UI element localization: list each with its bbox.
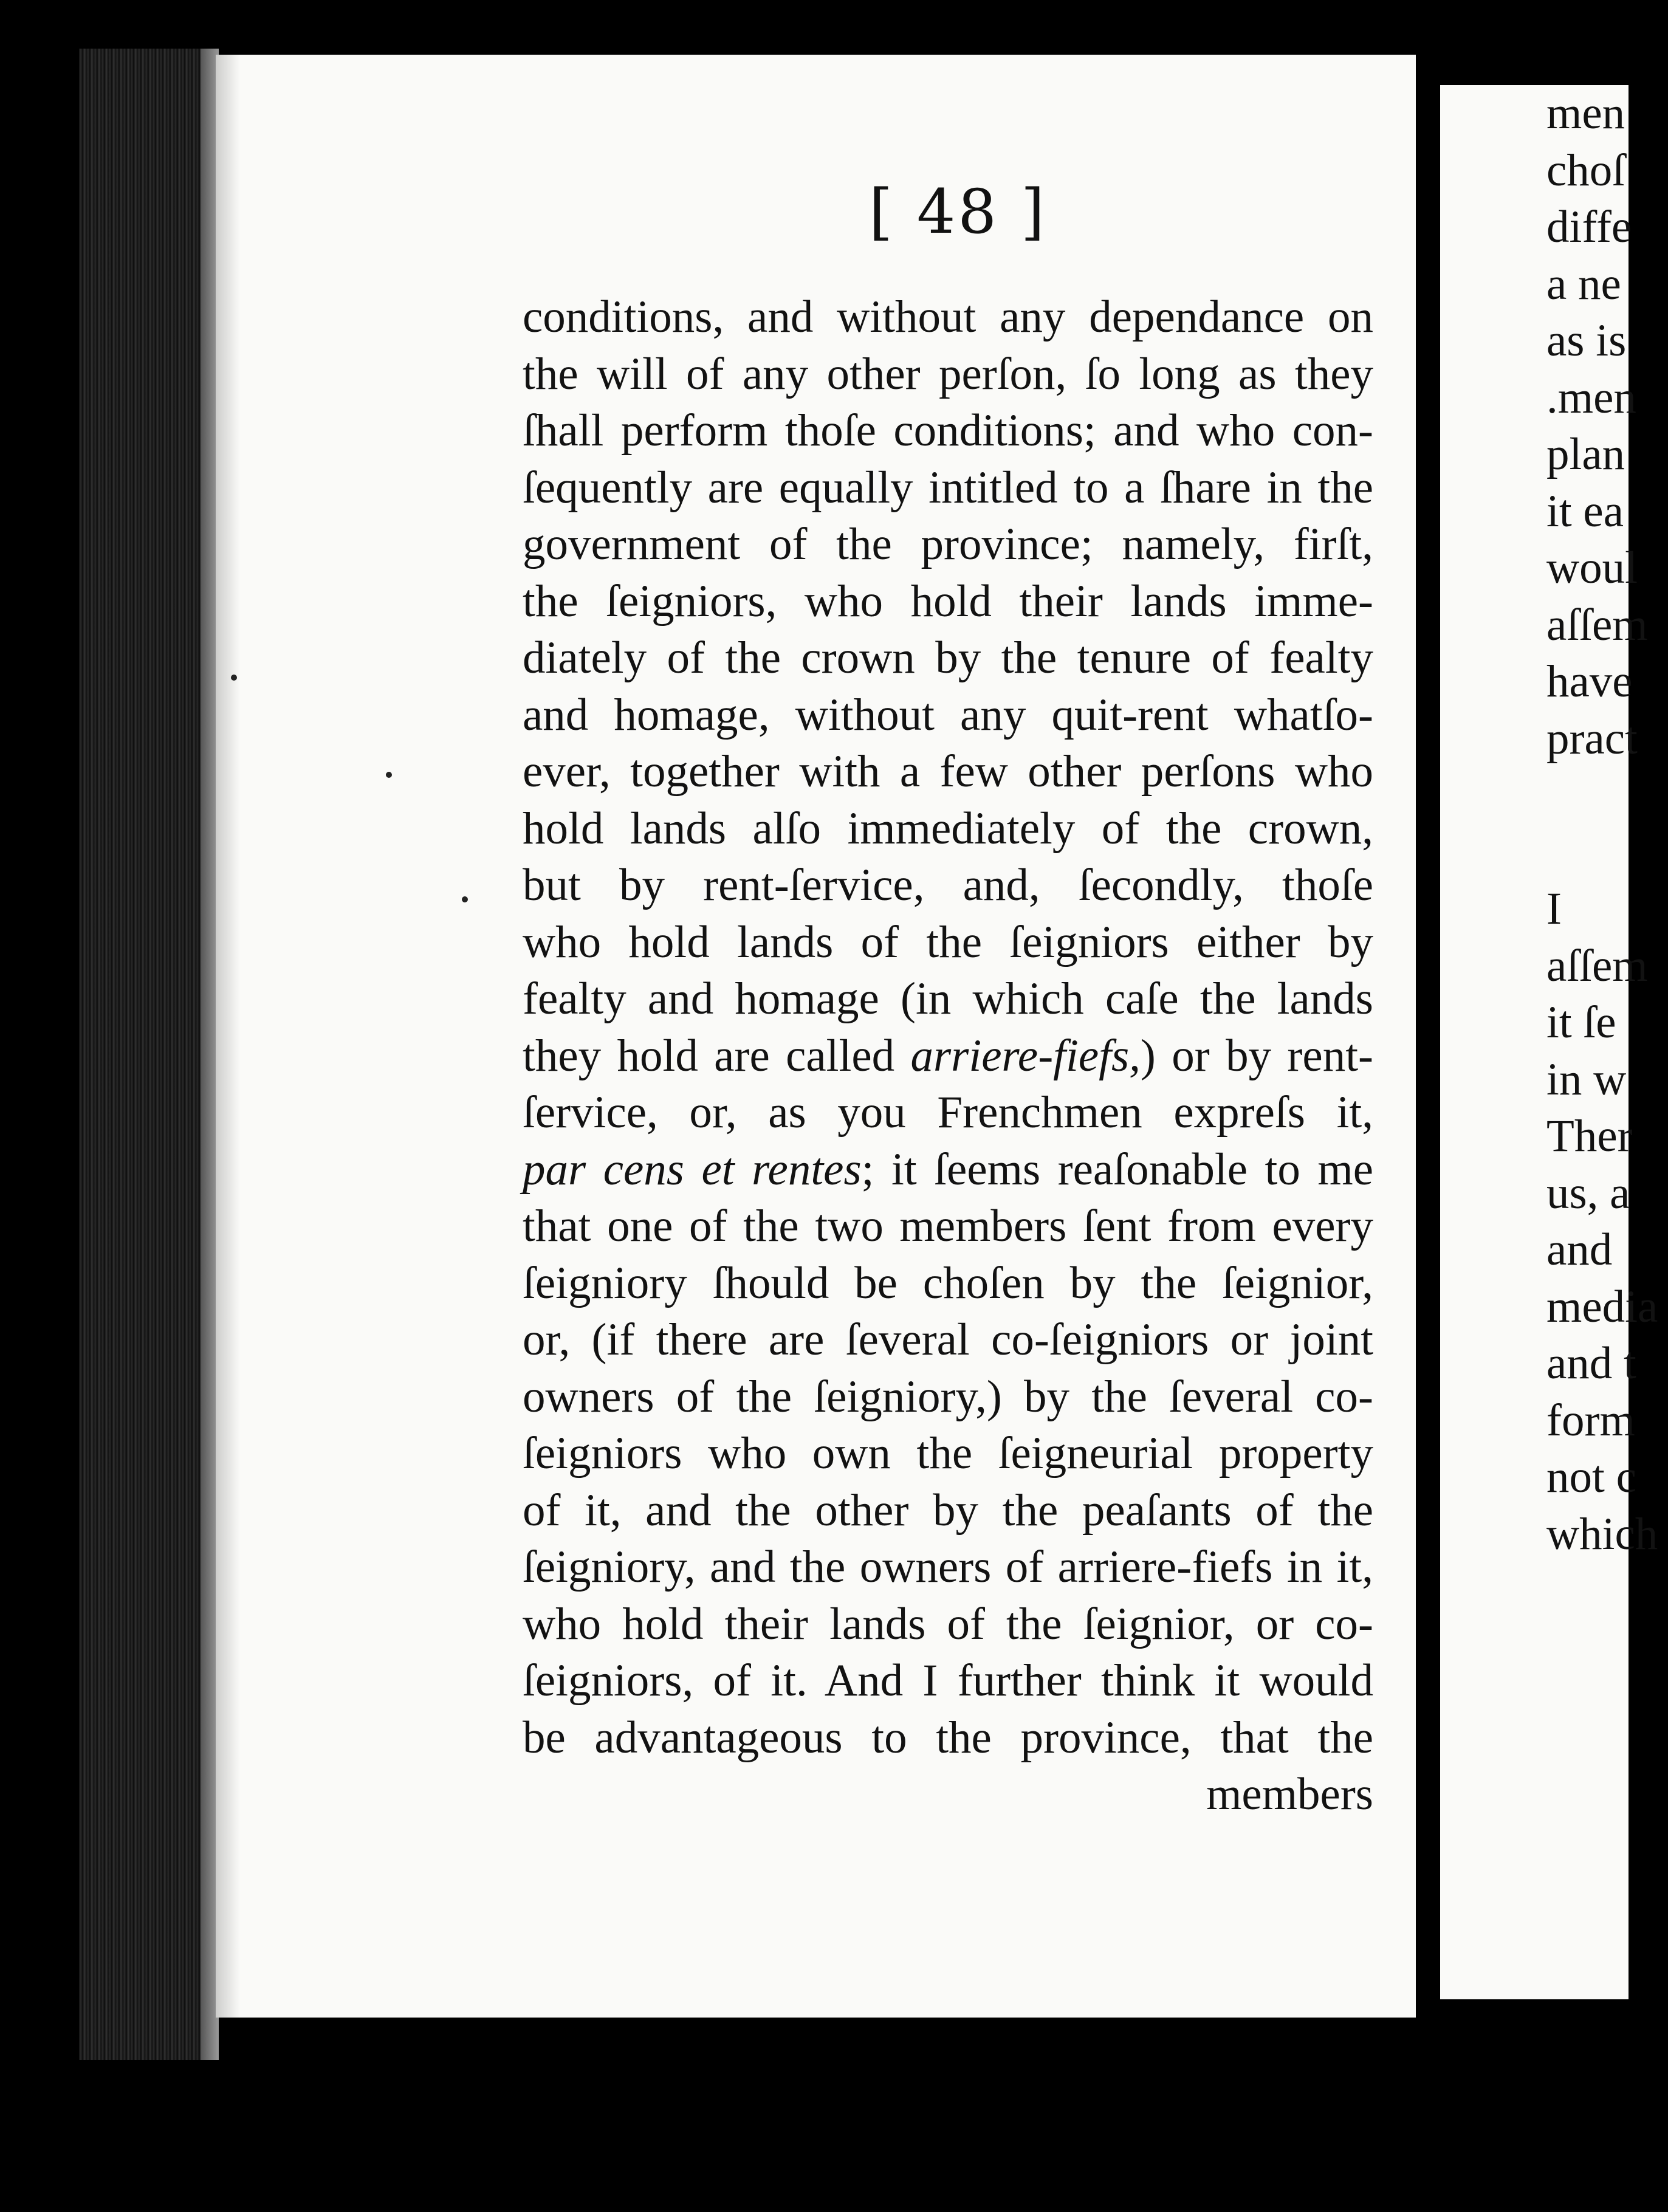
text-line bbox=[523, 1028, 1373, 1085]
text-line: not c bbox=[1546, 1452, 1636, 1502]
text-line: in w bbox=[1546, 1054, 1627, 1105]
text-line: hold lands alſo immediately of the crown, bbox=[523, 803, 1373, 854]
text-line: media bbox=[1546, 1281, 1658, 1332]
text-line: but by rent-ſervice, and, ſecondly, thoſe bbox=[523, 860, 1373, 910]
text-line: plan bbox=[1546, 429, 1625, 479]
text-line: it ea bbox=[1546, 486, 1624, 537]
text-line: of it, and the other by the peaſants of the bbox=[523, 1485, 1373, 1536]
text-line: woul bbox=[1546, 543, 1638, 593]
text-line: or, (if there are ſeveral co-ſeigniors or joint bbox=[523, 1314, 1373, 1365]
text-line: who hold their lands of the ſeignior, or co- bbox=[523, 1598, 1373, 1649]
text-line: that one of the two members ſent from every bbox=[523, 1201, 1373, 1251]
text-line: aſſem bbox=[1546, 599, 1648, 650]
text-line: us, a bbox=[1546, 1167, 1630, 1218]
text-line: Ther bbox=[1546, 1111, 1633, 1161]
page-gutter bbox=[1416, 0, 1440, 2212]
italic-term: arriere-fiefs, bbox=[910, 1030, 1141, 1081]
text-line: the will of any other perſon, ſo long as they bbox=[523, 348, 1373, 399]
ink-speck bbox=[386, 772, 392, 778]
text-line: owners of the ſeigniory,) by the ſeveral co- bbox=[523, 1371, 1373, 1422]
text-line: ſeigniors, of it. And I further think it would bbox=[523, 1655, 1373, 1706]
text-line: a ne bbox=[1546, 258, 1621, 309]
text-line: and t bbox=[1546, 1338, 1636, 1389]
text-line: I bbox=[1546, 884, 1562, 934]
body-text bbox=[523, 289, 1373, 1823]
text-line: who hold lands of the ſeigniors either by bbox=[523, 916, 1373, 967]
text-line: ſeigniory, and the owners of arriere-fiefs in it, bbox=[523, 1542, 1373, 1592]
text-line: fealty and homage (in which caſe the lands bbox=[523, 974, 1373, 1024]
text-line: diffe bbox=[1546, 202, 1632, 252]
text-line: the ſeigniors, who hold their lands imme- bbox=[523, 575, 1373, 627]
text-line: ever, together with a few other perſons who bbox=[523, 746, 1373, 797]
facing-page bbox=[1440, 85, 1658, 1999]
text-line: as is bbox=[1546, 315, 1627, 366]
text-line: .men bbox=[1546, 372, 1636, 423]
text-line: have bbox=[1546, 656, 1633, 707]
text-line: men bbox=[1546, 88, 1625, 139]
text-line: ſequently are equally intitled to a ſhare in the bbox=[523, 462, 1373, 513]
page-edge-shadow bbox=[216, 55, 240, 2018]
text-line: government of the province; namely, firſt, bbox=[523, 519, 1373, 569]
text-line: form bbox=[1546, 1395, 1635, 1446]
text-line: and bbox=[1546, 1224, 1613, 1275]
facing-page-text bbox=[1546, 85, 1668, 1562]
text-line: conditions, and without any dependance on bbox=[523, 292, 1373, 342]
text-line: ſeigniors who own the ſeigneurial property bbox=[523, 1428, 1373, 1479]
text-line: it ſe bbox=[1546, 997, 1616, 1048]
catchword: members bbox=[1206, 1769, 1373, 1819]
text-line: diately of the crown by the tenure of fealty bbox=[523, 633, 1373, 683]
text-line: be advantageous to the province, that the bbox=[523, 1712, 1373, 1763]
text-segment: ; it ſeems reaſonable to me bbox=[861, 1144, 1373, 1195]
text-line: choſ bbox=[1546, 145, 1625, 196]
text-line bbox=[1546, 767, 1668, 824]
text-line: aſſem bbox=[1546, 940, 1648, 991]
text-line: and homage, without any quit-rent whatſo- bbox=[523, 689, 1373, 740]
italic-term: par cens et rentes bbox=[523, 1144, 862, 1195]
text-line: which bbox=[1546, 1508, 1658, 1559]
book-binding-edge bbox=[79, 49, 219, 2060]
ink-speck bbox=[231, 675, 237, 681]
text-line: ſhall perform thoſe conditions; and who con- bbox=[523, 405, 1373, 456]
text-line: pract bbox=[1546, 713, 1638, 764]
ink-speck bbox=[462, 896, 468, 902]
text-line bbox=[523, 1141, 1373, 1198]
text-segment: ) or by rent- bbox=[1140, 1030, 1374, 1081]
text-line: ſervice, or, as you Frenchmen expreſs it, bbox=[523, 1087, 1373, 1138]
text-line bbox=[1546, 824, 1668, 881]
text-segment: they hold are called bbox=[523, 1030, 911, 1081]
page-number: [ 48 ] bbox=[869, 176, 1047, 247]
text-line: ſeigniory ſhould be choſen by the ſeignior, bbox=[523, 1257, 1373, 1308]
